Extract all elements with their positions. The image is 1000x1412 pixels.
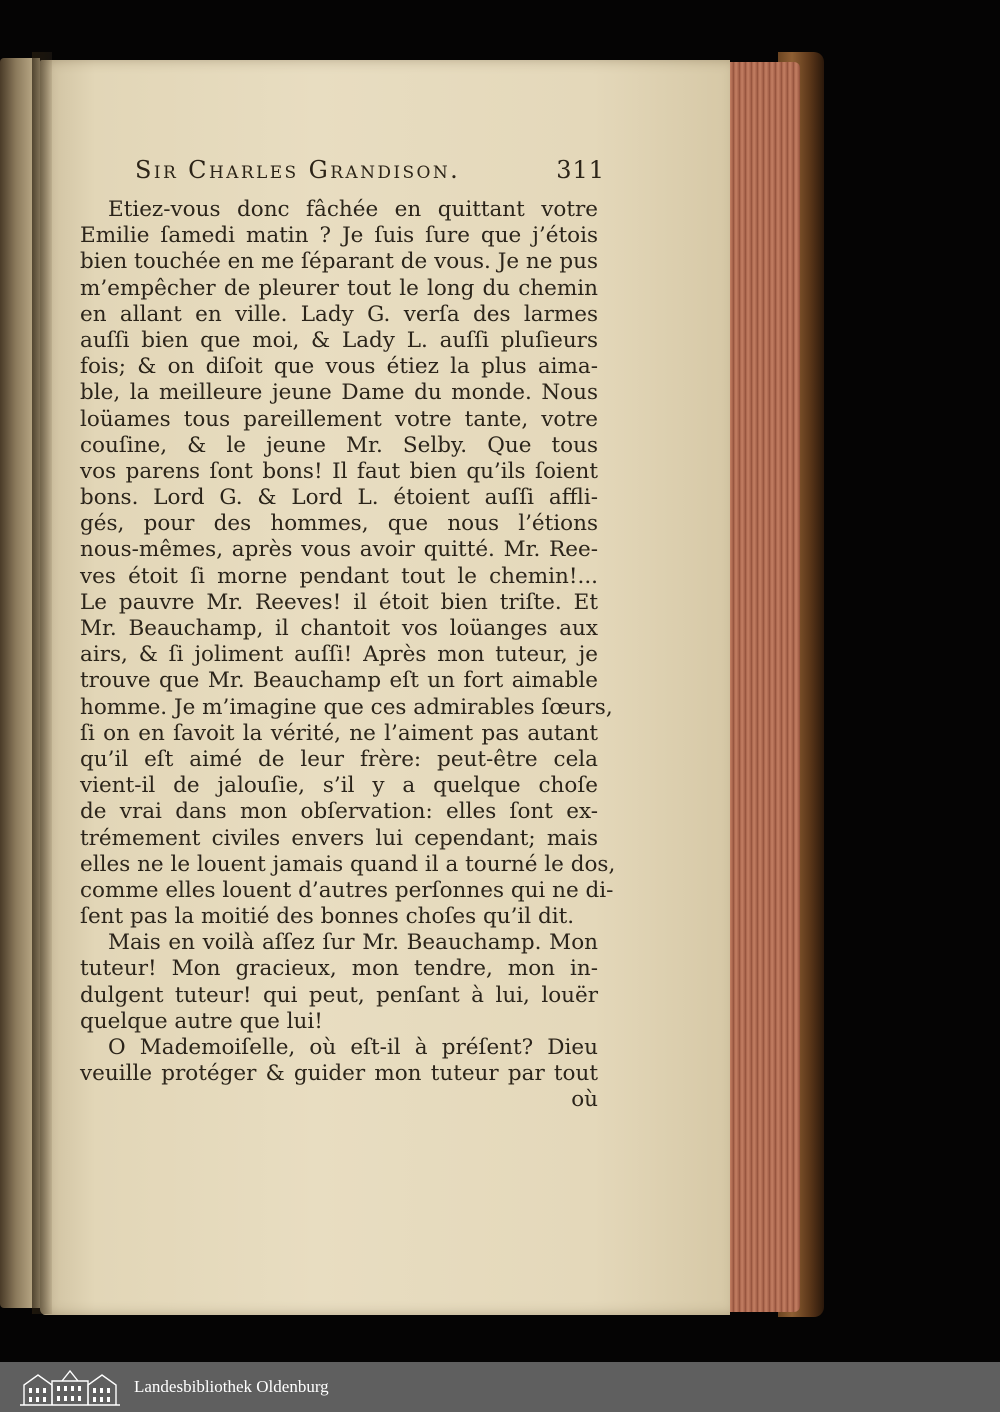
text-line: homme. Je m’imagine que ces admirables ſœurs, xyxy=(80,694,613,720)
spine-shadow xyxy=(32,52,52,1314)
text-line: ſi on en ſavoit la vérité, ne l’aiment pas autant xyxy=(80,720,598,746)
text-line: m’empêcher de pleurer tout le long du chemin xyxy=(80,275,598,301)
text-line: de vrai dans mon obſervation: elles ſont ex- xyxy=(80,799,598,825)
text-line: auſſi bien que moi, & Lady L. auſſi pluſieurs xyxy=(80,327,598,353)
text-line: airs, & ſi joliment auſſi! Après mon tuteur, je xyxy=(80,642,598,668)
text-line: bien touchée en me ſéparant de vous. Je ne pus xyxy=(80,249,598,275)
text-line: fois; & on diſoit que vous étiez la plus aima- xyxy=(80,354,598,380)
text-line: ſent pas la moitié des bonnes choſes qu’il dit. xyxy=(80,904,575,930)
text-line: loüames tous pareillement votre tante, votre xyxy=(80,406,598,432)
text-line: Mais en voilà aſſez ſur Mr. Beauchamp. Mon xyxy=(108,930,598,956)
page-body-text xyxy=(80,197,616,1114)
text-line: qu’il eſt aimé de leur frère: peut-être cela xyxy=(80,746,598,772)
text-line: en allant en ville. Lady G. verſa des larmes xyxy=(80,301,598,327)
text-line: vient-il de jalouſie, s’il y a quelque choſe xyxy=(80,773,598,799)
footer-bar xyxy=(0,1362,1000,1412)
text-line: O Mademoiſelle, où eſt-il à préſent? Dieu xyxy=(108,1035,598,1060)
catchword: où xyxy=(571,1087,598,1113)
text-line: vos parens ſont bons! Il faut bien qu’ils ſoient xyxy=(80,458,598,484)
text-line: ves étoit ſi morne pendant tout le chemin!... xyxy=(80,563,598,589)
text-line: trouve que Mr. Beauchamp eſt un fort aimable xyxy=(80,668,598,694)
text-line: dulgent tuteur! qui peut, penſant à lui, louër xyxy=(80,982,598,1008)
page-fore-edge xyxy=(722,62,800,1312)
text-line: trémement civiles envers lui cependant; mais xyxy=(80,825,598,851)
text-line: comme elles louent d’autres perſonnes qui ne di- xyxy=(80,877,614,903)
text-line: Emilie ſamedi matin ? Je ſuis ſure que j’étois xyxy=(80,223,598,249)
text-line: Le pauvre Mr. Reeves! il étoit bien triſte. Et xyxy=(80,589,598,615)
library-name: Landesbibliothek Oldenburg xyxy=(134,1377,329,1396)
text-line: veuille protéger & guider mon tuteur par tout xyxy=(80,1061,598,1087)
text-line: tuteur! Mon gracieux, mon tendre, mon in- xyxy=(80,956,598,982)
page-header xyxy=(135,156,605,184)
library-building-icon xyxy=(18,1367,122,1407)
text-line: bons. Lord G. & Lord L. étoient auſſi affli- xyxy=(80,485,598,511)
text-line: quelque autre que lui! xyxy=(80,1008,323,1034)
page-number: 311 xyxy=(556,156,605,184)
text-line: elles ne le louent jamais quand il a tourné le dos, xyxy=(80,851,616,877)
text-line: gés, pour des hommes, que nous l’étions xyxy=(80,511,598,537)
text-line: nous-mêmes, après vous avoir quitté. Mr. Ree- xyxy=(80,537,598,563)
text-line: couſine, & le jeune Mr. Selby. Que tous xyxy=(80,432,598,458)
running-head: Sir Charles Grandison. xyxy=(135,156,461,184)
text-line: Etiez-vous donc fâchée en quittant votre xyxy=(108,197,598,222)
text-line: ble, la meilleure jeune Dame du monde. Nous xyxy=(80,380,598,406)
text-line: Mr. Beauchamp, il chantoit vos loüanges aux xyxy=(80,616,598,641)
